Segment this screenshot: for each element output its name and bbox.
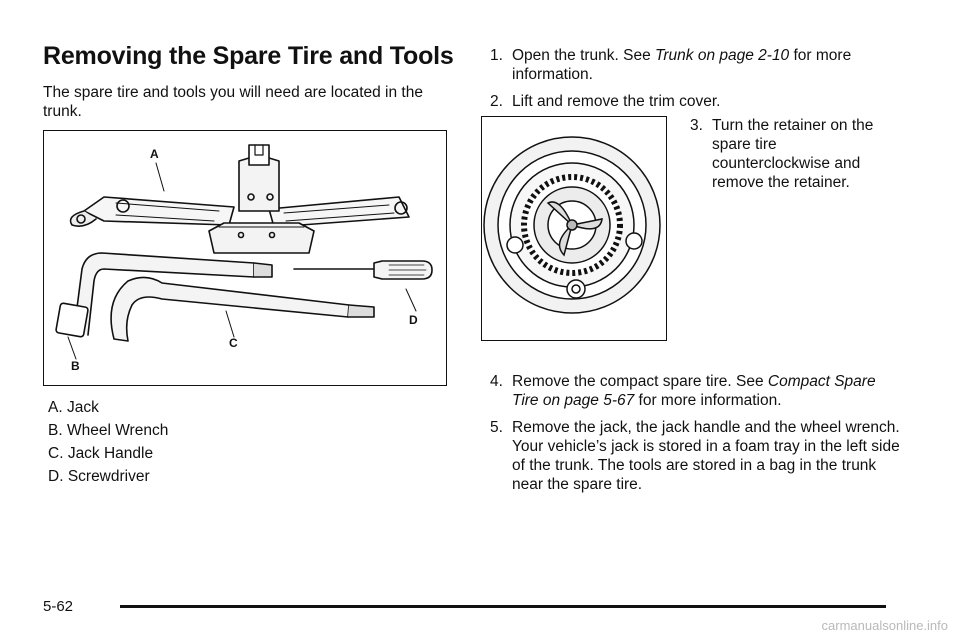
page-title: Removing the Spare Tire and Tools	[43, 42, 454, 70]
step-5: 5. Remove the jack, the jack handle and the wheel wrench. Your vehicle’s jack is stored in a foam tray in the left side of the trunk. The tools are stored in a bag in the trunk near the spare tire.	[490, 419, 900, 493]
spare-tire-illustration	[481, 116, 667, 341]
callout-d: D	[409, 313, 418, 327]
intro-paragraph: The spare tire and tools you will need are located in the trunk.	[43, 84, 423, 120]
step-4: 4. Remove the compact spare tire. See Compact Spare Tire on page 5-67 for more information.	[490, 373, 876, 409]
tools-drawing	[44, 131, 445, 384]
spare-tire-drawing	[482, 117, 665, 339]
watermark: carmanualsonline.info	[821, 618, 948, 633]
caption-jack: A. Jack	[48, 399, 99, 416]
step-1: 1. Open the trunk. See Trunk on page 2-10 for more information.	[490, 47, 852, 83]
trunk-reference: Trunk on page 2-10	[655, 47, 790, 64]
callout-b: B	[71, 359, 80, 373]
tools-illustration	[43, 130, 447, 386]
footer-rule	[120, 605, 886, 608]
compact-spare-reference: Compact Spare Tire on page 5-67	[512, 373, 876, 409]
page-number: 5-62	[43, 598, 74, 615]
step-2: 2. Lift and remove the trim cover.	[490, 93, 721, 110]
figure-captions	[43, 398, 168, 490]
caption-wheel-wrench: B. Wheel Wrench	[48, 422, 169, 439]
callout-a: A	[150, 147, 159, 161]
caption-screwdriver: D. Screwdriver	[48, 468, 150, 485]
step-3: 3. Turn the retainer on the spare tire counterclockwise and remove the retainer.	[690, 117, 874, 191]
caption-jack-handle: C. Jack Handle	[48, 445, 154, 462]
callout-c: C	[229, 336, 238, 350]
